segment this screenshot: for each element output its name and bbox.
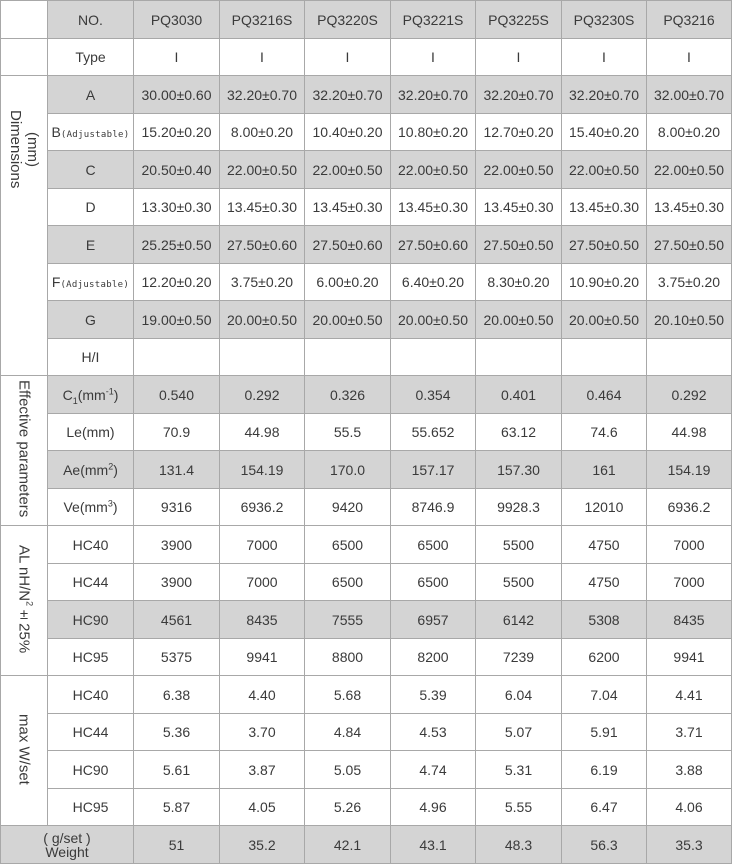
table-cell: 5.68 <box>305 676 391 714</box>
table-cell: 5.36 <box>134 714 220 751</box>
table-cell: 6500 <box>305 564 391 601</box>
table-cell: 6.47 <box>562 789 647 826</box>
row-label: HC40 <box>48 676 134 714</box>
model-header: PQ3220S <box>305 1 391 39</box>
table-cell: 3900 <box>134 526 220 564</box>
table-row <box>1 601 732 639</box>
table-cell: 32.20±0.70 <box>476 76 562 114</box>
table-cell <box>562 339 647 376</box>
table-cell: 5500 <box>476 564 562 601</box>
table-cell: 22.00±0.50 <box>391 151 476 189</box>
table-cell: 12.70±0.20 <box>476 114 562 151</box>
table-cell: 6500 <box>391 526 476 564</box>
table-cell: 22.00±0.50 <box>220 151 305 189</box>
table-cell: 13.30±0.30 <box>134 189 220 226</box>
table-cell: 3.75±0.20 <box>220 264 305 301</box>
table-row <box>1 451 732 489</box>
table-cell: 4.41 <box>647 676 732 714</box>
row-label: E <box>48 226 134 264</box>
table-cell: 5308 <box>562 601 647 639</box>
table-cell: 63.12 <box>476 414 562 451</box>
table-cell: 5.55 <box>476 789 562 826</box>
table-cell: 27.50±0.60 <box>391 226 476 264</box>
row-label: HC90 <box>48 601 134 639</box>
row-label: C <box>48 151 134 189</box>
table-cell: 0.354 <box>391 376 476 414</box>
table-cell: 3.88 <box>647 751 732 789</box>
row-label: HC90 <box>48 751 134 789</box>
table-cell: 5.39 <box>391 676 476 714</box>
table-cell: 0.464 <box>562 376 647 414</box>
table-row <box>1 151 732 189</box>
table-cell: I <box>134 39 220 76</box>
table-cell: I <box>562 39 647 76</box>
table-row <box>1 76 732 114</box>
table-cell: 6200 <box>562 639 647 676</box>
table-cell: 5375 <box>134 639 220 676</box>
table-cell: 7.04 <box>562 676 647 714</box>
model-header: PQ3216S <box>220 1 305 39</box>
table-cell: 22.00±0.50 <box>305 151 391 189</box>
model-header: PQ3225S <box>476 1 562 39</box>
table-cell: 9420 <box>305 489 391 526</box>
table-cell: 13.45±0.30 <box>647 189 732 226</box>
table-cell: 15.40±0.20 <box>562 114 647 151</box>
table-row <box>1 339 732 376</box>
table-cell: 4.06 <box>647 789 732 826</box>
table-cell: 0.292 <box>647 376 732 414</box>
table-cell: I <box>476 39 562 76</box>
table-cell: 6142 <box>476 601 562 639</box>
table-cell: 20.00±0.50 <box>391 301 476 339</box>
row-label: Type <box>48 39 134 76</box>
table-cell: 5.61 <box>134 751 220 789</box>
table-cell: 4750 <box>562 526 647 564</box>
table-cell: 9941 <box>647 639 732 676</box>
table-cell: 8.30±0.20 <box>476 264 562 301</box>
table-cell: 3.87 <box>220 751 305 789</box>
table-cell: 13.45±0.30 <box>476 189 562 226</box>
table-cell: 74.6 <box>562 414 647 451</box>
table-cell: 4.74 <box>391 751 476 789</box>
table-cell: 27.50±0.50 <box>647 226 732 264</box>
table-cell: 20.00±0.50 <box>305 301 391 339</box>
table-row <box>1 639 732 676</box>
table-cell: 5.26 <box>305 789 391 826</box>
no-label: NO. <box>48 1 134 39</box>
table-cell: 170.0 <box>305 451 391 489</box>
table-cell: 7000 <box>647 564 732 601</box>
table-cell: 20.00±0.50 <box>562 301 647 339</box>
table-cell: 8800 <box>305 639 391 676</box>
table-cell: 13.45±0.30 <box>562 189 647 226</box>
table-cell: 35.2 <box>220 826 305 864</box>
row-label: HC95 <box>48 789 134 826</box>
table-row <box>1 676 732 714</box>
table-cell: 70.9 <box>134 414 220 451</box>
table-cell <box>391 339 476 376</box>
table-cell: 8746.9 <box>391 489 476 526</box>
table-row <box>1 414 732 451</box>
row-label: $Ve(mm^3)$ <box>48 489 134 526</box>
table-cell: 7000 <box>220 564 305 601</box>
table-cell: 8435 <box>220 601 305 639</box>
table-cell: 10.80±0.20 <box>391 114 476 151</box>
table-cell: 6500 <box>391 564 476 601</box>
table-cell: 6.38 <box>134 676 220 714</box>
table-cell: 3.71 <box>647 714 732 751</box>
table-cell: 51 <box>134 826 220 864</box>
table-cell: 3.75±0.20 <box>647 264 732 301</box>
table-row <box>1 189 732 226</box>
model-header: PQ3030 <box>134 1 220 39</box>
al-group-label: AL $nH/N^2\pm 25\%$ <box>1 526 48 676</box>
table-cell: 15.20±0.20 <box>134 114 220 151</box>
table-cell: 157.17 <box>391 451 476 489</box>
table-cell: 35.3 <box>647 826 732 864</box>
power-group-label: max W/set <box>1 676 48 826</box>
model-header: PQ3230S <box>562 1 647 39</box>
table-cell: 42.1 <box>305 826 391 864</box>
table-cell: 20.00±0.50 <box>220 301 305 339</box>
table-cell: 0.292 <box>220 376 305 414</box>
table-cell: 27.50±0.50 <box>562 226 647 264</box>
table-row <box>1 114 732 151</box>
row-label: Le(mm) <box>48 414 134 451</box>
table-cell: 5.91 <box>562 714 647 751</box>
row-label: HC44 <box>48 564 134 601</box>
table-cell: 4.53 <box>391 714 476 751</box>
weight-row <box>1 826 732 864</box>
table-cell: 22.00±0.50 <box>647 151 732 189</box>
table-cell: 27.50±0.60 <box>305 226 391 264</box>
table-cell: 154.19 <box>220 451 305 489</box>
table-cell: 20.10±0.50 <box>647 301 732 339</box>
model-header: PQ3221S <box>391 1 476 39</box>
row-label: F(Adjustable) <box>48 264 134 301</box>
dimensions-group-label: (mm) Dimensions <box>1 76 48 376</box>
table-cell: 19.00±0.50 <box>134 301 220 339</box>
table-cell: 157.30 <box>476 451 562 489</box>
table-cell: 161 <box>562 451 647 489</box>
table-cell: 5.31 <box>476 751 562 789</box>
table-cell: 32.20±0.70 <box>220 76 305 114</box>
table-row <box>1 489 732 526</box>
table-cell: 10.40±0.20 <box>305 114 391 151</box>
table-cell: 4.96 <box>391 789 476 826</box>
table-cell: 20.00±0.50 <box>476 301 562 339</box>
row-label: $Ae(mm^2)$ <box>48 451 134 489</box>
effective-group-label: Effective parameters <box>1 376 48 526</box>
table-cell: 44.98 <box>647 414 732 451</box>
header-row <box>1 1 732 39</box>
table-cell: 3900 <box>134 564 220 601</box>
table-cell: 6.19 <box>562 751 647 789</box>
table-cell: 7555 <box>305 601 391 639</box>
table-cell: 8200 <box>391 639 476 676</box>
table-cell: I <box>391 39 476 76</box>
table-cell: 5.05 <box>305 751 391 789</box>
table-row <box>1 564 732 601</box>
table-cell <box>220 339 305 376</box>
table-cell: 10.90±0.20 <box>562 264 647 301</box>
table-cell: 20.50±0.40 <box>134 151 220 189</box>
table-cell <box>647 339 732 376</box>
table-row <box>1 301 732 339</box>
table-cell: 154.19 <box>647 451 732 489</box>
table-row <box>1 526 732 564</box>
table-cell: 0.401 <box>476 376 562 414</box>
table-cell: 0.540 <box>134 376 220 414</box>
table-cell: 6936.2 <box>647 489 732 526</box>
table-cell: 6.04 <box>476 676 562 714</box>
table-cell: 22.00±0.50 <box>562 151 647 189</box>
table-cell: 27.50±0.60 <box>220 226 305 264</box>
table-cell: 5.07 <box>476 714 562 751</box>
table-row <box>1 751 732 789</box>
table-cell: 56.3 <box>562 826 647 864</box>
corner-cell <box>1 1 48 39</box>
table-cell: 13.45±0.30 <box>305 189 391 226</box>
table-row <box>1 714 732 751</box>
table-cell: 4561 <box>134 601 220 639</box>
table-cell: 32.00±0.70 <box>647 76 732 114</box>
table-cell: 6500 <box>305 526 391 564</box>
table-cell: 7000 <box>220 526 305 564</box>
table-cell: 9941 <box>220 639 305 676</box>
table-cell: 4.05 <box>220 789 305 826</box>
table-cell: I <box>647 39 732 76</box>
row-label: B(Adjustable) <box>48 114 134 151</box>
table-cell <box>134 339 220 376</box>
row-label: HC40 <box>48 526 134 564</box>
table-cell: 9928.3 <box>476 489 562 526</box>
table-cell: 8.00±0.20 <box>647 114 732 151</box>
table-cell: 43.1 <box>391 826 476 864</box>
type-row <box>1 39 732 76</box>
table-cell: 7000 <box>647 526 732 564</box>
table-cell <box>476 339 562 376</box>
table-cell: 8435 <box>647 601 732 639</box>
table-cell: 13.45±0.30 <box>220 189 305 226</box>
table-cell: 6936.2 <box>220 489 305 526</box>
table-cell: 32.20±0.70 <box>391 76 476 114</box>
table-cell: 48.3 <box>476 826 562 864</box>
table-cell: 44.98 <box>220 414 305 451</box>
table-cell: 6957 <box>391 601 476 639</box>
table-row <box>1 264 732 301</box>
table-cell: 55.5 <box>305 414 391 451</box>
table-cell: 22.00±0.50 <box>476 151 562 189</box>
table-cell: I <box>305 39 391 76</box>
table-cell: 5.87 <box>134 789 220 826</box>
row-label: $C_1(mm^{-1})$ <box>48 376 134 414</box>
table-cell: 25.25±0.50 <box>134 226 220 264</box>
weight-label: ( g/set ) Weight <box>1 826 134 864</box>
table-cell: 6.40±0.20 <box>391 264 476 301</box>
table-cell <box>305 339 391 376</box>
table-cell: 12010 <box>562 489 647 526</box>
table-cell: 7239 <box>476 639 562 676</box>
table-cell: 55.652 <box>391 414 476 451</box>
row-label: A <box>48 76 134 114</box>
table-cell: 30.00±0.60 <box>134 76 220 114</box>
table-cell: 12.20±0.20 <box>134 264 220 301</box>
row-label: D <box>48 189 134 226</box>
table-cell: 13.45±0.30 <box>391 189 476 226</box>
row-label: HC95 <box>48 639 134 676</box>
table-cell: 4.84 <box>305 714 391 751</box>
table-row <box>1 789 732 826</box>
table-cell: 27.50±0.50 <box>476 226 562 264</box>
row-label: HC44 <box>48 714 134 751</box>
table-cell: 32.20±0.70 <box>562 76 647 114</box>
table-row <box>1 226 732 264</box>
row-label: G <box>48 301 134 339</box>
table-cell: 6.00±0.20 <box>305 264 391 301</box>
table-cell: 3.70 <box>220 714 305 751</box>
row-label: H/I <box>48 339 134 376</box>
table-cell: 131.4 <box>134 451 220 489</box>
model-header: PQ3216 <box>647 1 732 39</box>
table-cell: 5500 <box>476 526 562 564</box>
table-cell: 4750 <box>562 564 647 601</box>
type-group-cell <box>1 39 48 76</box>
table-cell: 8.00±0.20 <box>220 114 305 151</box>
table-cell: 4.40 <box>220 676 305 714</box>
table-cell: 32.20±0.70 <box>305 76 391 114</box>
table-cell: 0.326 <box>305 376 391 414</box>
table-row <box>1 376 732 414</box>
table-cell: I <box>220 39 305 76</box>
table-cell: 9316 <box>134 489 220 526</box>
